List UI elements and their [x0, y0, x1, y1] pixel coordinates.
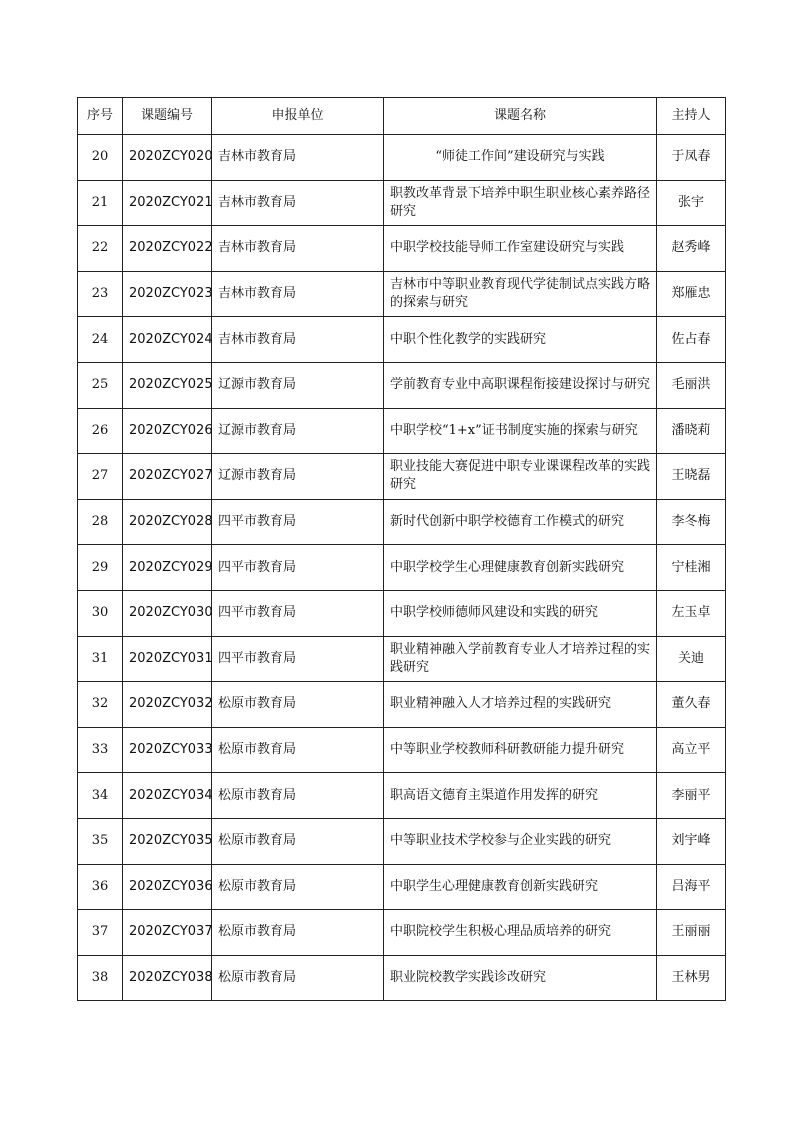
row-index: 30	[78, 590, 123, 636]
table-row	[78, 773, 726, 819]
row-index: 29	[78, 545, 123, 591]
table-row	[78, 955, 726, 1001]
row-index: 21	[78, 180, 123, 226]
table-row	[78, 682, 726, 728]
header-unit: 申报单位	[212, 98, 384, 135]
table-row	[78, 864, 726, 910]
row-title: 中职学校技能导师工作室建设研究与实践	[384, 226, 657, 272]
row-code: 2020ZCY021	[123, 180, 212, 226]
row-code: 2020ZCY026	[123, 408, 212, 454]
row-code: 2020ZCY030	[123, 590, 212, 636]
row-title: 职教改革背景下培养中职生职业核心素养路径研究	[384, 180, 657, 226]
row-title: 学前教育专业中高职课程衔接建设探讨与研究	[384, 362, 657, 408]
table-row	[78, 226, 726, 272]
row-title: 新时代创新中职学校德育工作模式的研究	[384, 499, 657, 545]
table-row	[78, 135, 726, 181]
row-person: 刘宇峰	[657, 818, 726, 864]
row-index: 27	[78, 454, 123, 500]
table-row	[78, 454, 726, 500]
row-code: 2020ZCY027	[123, 454, 212, 500]
row-unit: 吉林市教育局	[212, 135, 384, 181]
table-row	[78, 545, 726, 591]
row-person: 董久春	[657, 682, 726, 728]
row-person: 李丽平	[657, 773, 726, 819]
row-unit: 吉林市教育局	[212, 271, 384, 317]
table-row	[78, 317, 726, 363]
table-row	[78, 818, 726, 864]
row-title: 职业技能大赛促进中职专业课课程改革的实践研究	[384, 454, 657, 500]
row-person: 赵秀峰	[657, 226, 726, 272]
row-title: 中职个性化教学的实践研究	[384, 317, 657, 363]
row-index: 38	[78, 955, 123, 1001]
row-person: 关迪	[657, 636, 726, 682]
row-person: 王晓磊	[657, 454, 726, 500]
row-code: 2020ZCY031	[123, 636, 212, 682]
row-code: 2020ZCY025	[123, 362, 212, 408]
row-code: 2020ZCY037	[123, 910, 212, 956]
header-code: 课题编号	[123, 98, 212, 135]
row-unit: 松原市教育局	[212, 682, 384, 728]
row-unit: 松原市教育局	[212, 955, 384, 1001]
row-code: 2020ZCY038	[123, 955, 212, 1001]
row-person: 王丽丽	[657, 910, 726, 956]
row-person: 张宇	[657, 180, 726, 226]
row-person: 宁桂湘	[657, 545, 726, 591]
row-title: 中等职业技术学校参与企业实践的研究	[384, 818, 657, 864]
row-index: 26	[78, 408, 123, 454]
row-title: 中职学生心理健康教育创新实践研究	[384, 864, 657, 910]
row-title: 中职院校学生积极心理品质培养的研究	[384, 910, 657, 956]
row-person: 高立平	[657, 727, 726, 773]
table-row	[78, 590, 726, 636]
row-person: 郑雁忠	[657, 271, 726, 317]
row-person: 潘晓莉	[657, 408, 726, 454]
row-title: 中职学校“1+x”证书制度实施的探索与研究	[384, 408, 657, 454]
row-code: 2020ZCY034	[123, 773, 212, 819]
row-title: 中职学校学生心理健康教育创新实践研究	[384, 545, 657, 591]
row-code: 2020ZCY032	[123, 682, 212, 728]
row-index: 20	[78, 135, 123, 181]
row-code: 2020ZCY022	[123, 226, 212, 272]
row-unit: 四平市教育局	[212, 545, 384, 591]
table-row	[78, 271, 726, 317]
row-index: 24	[78, 317, 123, 363]
row-unit: 松原市教育局	[212, 864, 384, 910]
table-row	[78, 910, 726, 956]
row-title: 中职学校师德师风建设和实践的研究	[384, 590, 657, 636]
row-code: 2020ZCY029	[123, 545, 212, 591]
row-code: 2020ZCY024	[123, 317, 212, 363]
table-header-row	[78, 98, 726, 135]
table-row	[78, 636, 726, 682]
row-code: 2020ZCY023	[123, 271, 212, 317]
row-index: 22	[78, 226, 123, 272]
row-index: 25	[78, 362, 123, 408]
row-person: 佐占春	[657, 317, 726, 363]
row-unit: 吉林市教育局	[212, 180, 384, 226]
row-index: 35	[78, 818, 123, 864]
row-unit: 松原市教育局	[212, 910, 384, 956]
table-row	[78, 362, 726, 408]
row-unit: 松原市教育局	[212, 727, 384, 773]
header-index: 序号	[78, 98, 123, 135]
row-unit: 松原市教育局	[212, 773, 384, 819]
row-unit: 四平市教育局	[212, 590, 384, 636]
row-index: 34	[78, 773, 123, 819]
row-code: 2020ZCY020	[123, 135, 212, 181]
row-title: 中等职业学校教师科研教研能力提升研究	[384, 727, 657, 773]
row-code: 2020ZCY028	[123, 499, 212, 545]
row-person: 吕海平	[657, 864, 726, 910]
row-code: 2020ZCY033	[123, 727, 212, 773]
row-index: 23	[78, 271, 123, 317]
row-unit: 辽源市教育局	[212, 362, 384, 408]
row-code: 2020ZCY036	[123, 864, 212, 910]
row-unit: 辽源市教育局	[212, 454, 384, 500]
header-person: 主持人	[657, 98, 726, 135]
row-index: 31	[78, 636, 123, 682]
row-title: “师徒工作间”建设研究与实践	[384, 135, 657, 181]
row-unit: 四平市教育局	[212, 499, 384, 545]
row-index: 33	[78, 727, 123, 773]
row-unit: 辽源市教育局	[212, 408, 384, 454]
row-index: 37	[78, 910, 123, 956]
row-person: 李冬梅	[657, 499, 726, 545]
table-row	[78, 408, 726, 454]
row-unit: 松原市教育局	[212, 818, 384, 864]
row-index: 32	[78, 682, 123, 728]
row-person: 毛丽洪	[657, 362, 726, 408]
table-row	[78, 727, 726, 773]
row-title: 职业精神融入学前教育专业人才培养过程的实践研究	[384, 636, 657, 682]
row-unit: 吉林市教育局	[212, 317, 384, 363]
row-index: 28	[78, 499, 123, 545]
row-index: 36	[78, 864, 123, 910]
table-row	[78, 180, 726, 226]
header-title: 课题名称	[384, 98, 657, 135]
row-unit: 四平市教育局	[212, 636, 384, 682]
table-row	[78, 499, 726, 545]
row-title: 职高语文德育主渠道作用发挥的研究	[384, 773, 657, 819]
row-unit: 吉林市教育局	[212, 226, 384, 272]
row-title: 吉林市中等职业教育现代学徒制试点实践方略的探索与研究	[384, 271, 657, 317]
row-title: 职业院校教学实践诊改研究	[384, 955, 657, 1001]
project-list-table	[77, 97, 726, 1001]
row-title: 职业精神融入人才培养过程的实践研究	[384, 682, 657, 728]
row-code: 2020ZCY035	[123, 818, 212, 864]
row-person: 于凤春	[657, 135, 726, 181]
row-person: 左玉卓	[657, 590, 726, 636]
row-person: 王林男	[657, 955, 726, 1001]
